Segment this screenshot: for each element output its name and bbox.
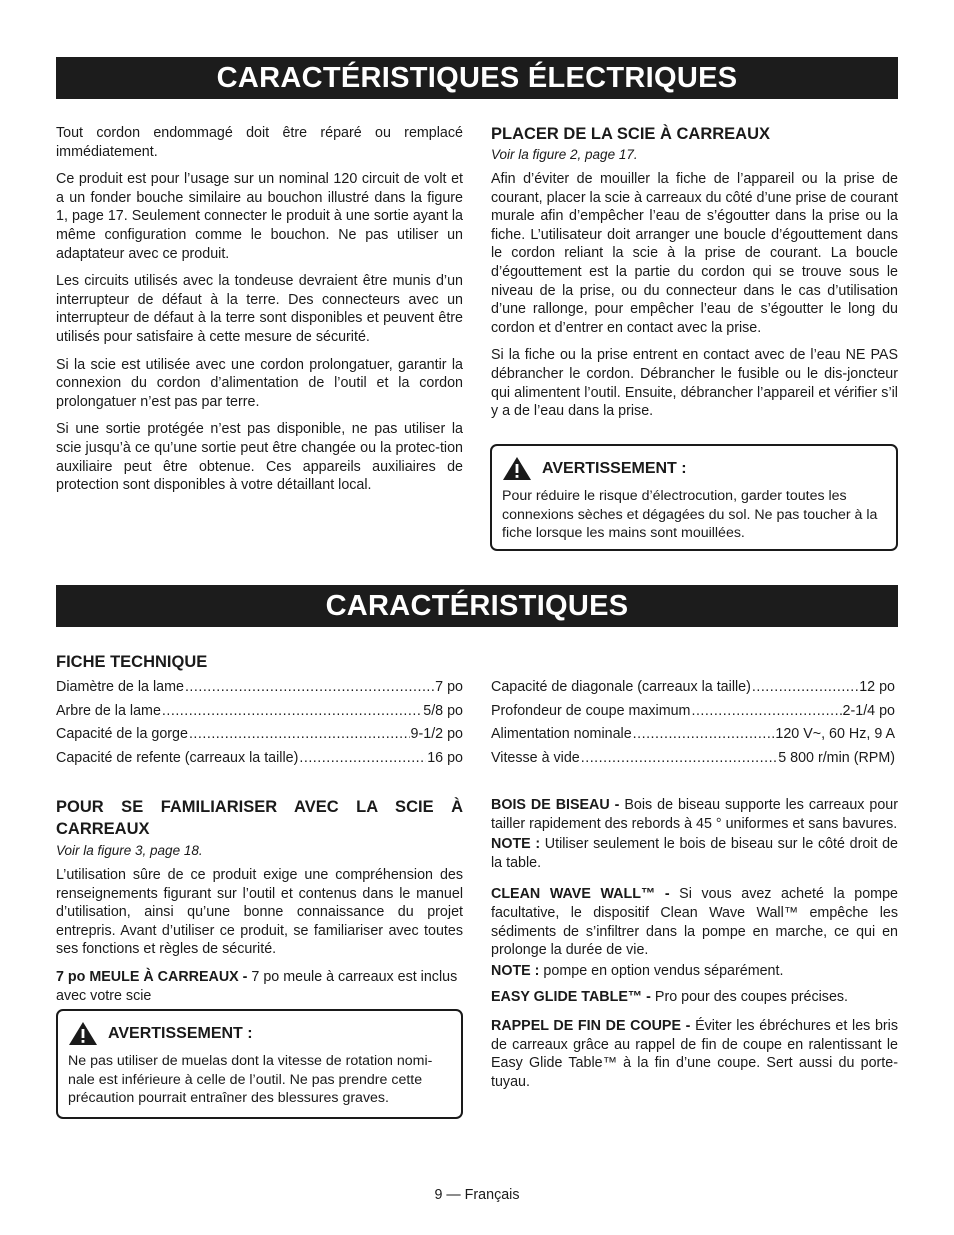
leader-dots [752, 678, 858, 696]
features-right-column [491, 796, 898, 1100]
leader-dots [691, 702, 841, 720]
warning-title [68, 1021, 451, 1046]
spec-value: 5 800 r/min (RPM) [778, 749, 895, 766]
spec-row [56, 725, 463, 749]
warning-box-blade-speed [56, 1009, 463, 1119]
feature-easy-glide-text: Pro pour des coupes précises. [650, 989, 849, 1006]
warning-title [502, 456, 886, 481]
electrical-right-column [491, 125, 898, 430]
spec-row [491, 702, 895, 726]
spec-value: 9-1/2 po [410, 726, 463, 742]
specs-right-column [491, 678, 895, 772]
spec-label: Diamètre de la lame [56, 679, 184, 695]
note-text: pompe en option vendus séparément. [539, 962, 784, 979]
familiarize-column [56, 796, 463, 1014]
spec-label: Arbre de la lame [56, 702, 161, 719]
paragraph: Si la scie est utilisée avec une cordon prolongatuer, garantir la connexion du cordon d’alimentation de l’outil et la cordon prolongatuer n’est pas par terre. [56, 356, 463, 410]
paragraph: Afin d’éviter de mouiller la fiche de l’appareil ou la prise de courant, placer la scie à carreaux du côté d’une prise de courant murale afin d’empêcher l’eau de s’égoutter dans la prise ou la fiche. L’utilisateur doit arranger une boucle d’égouttement dans le cordon reliant la scie à la prise de courant. La boucle d’égouttement est la partie du cordon qui se trouve sous le niveau de la prise, ou du connecteur dans le cas d’utilisation d’une rallonge, pour empêcher l’eau de s’égoutter le long du cordon et d’entrer en contact avec la prise. [491, 171, 898, 336]
spec-label: Capacité de diagonale (carreaux la taille) [491, 679, 751, 695]
spec-row [491, 749, 895, 773]
page-number: 9 — Français [434, 1187, 520, 1203]
section-banner-features [56, 585, 898, 627]
spec-row [56, 702, 463, 726]
feature-blade [56, 968, 463, 1005]
electrical-left-column [56, 124, 463, 504]
feature-clean-wave-lead: CLEAN WAVE WALL™ - [491, 886, 670, 903]
feature-easy-glide [491, 988, 898, 1007]
leader-dots [162, 702, 422, 720]
section-heading: PLACER DE LA SCIE À CARREAUX [491, 125, 770, 143]
note-text: Utiliser seulement le bois de biseau sur le côté droit de la table. [491, 836, 898, 871]
warning-box-electrocution [490, 444, 898, 551]
leader-dots [189, 725, 410, 743]
spec-value: 12 po [859, 679, 895, 695]
note-lead: NOTE : [491, 836, 541, 853]
paragraph: Tout cordon endommagé doit être réparé ou remplacé immédiatement. [56, 125, 463, 160]
note-lead: NOTE : [491, 962, 540, 979]
spec-label: Profondeur de coupe maximum [491, 702, 691, 719]
feature-bevel-lead: BOIS DE BISEAU - [491, 797, 620, 813]
paragraph: Ce produit est pour l’usage sur un nominal 120 circuit de volt et a un fonder bouche similaire au bouchon illustré dans la figure 1, page 17. Seulement connecter le produit à une sortie ayant la même configuration comme le bouchon. Ne pas utiliser un adaptateur avec ce produit. [56, 171, 463, 262]
warning-title-text: AVERTISSEMENT : [108, 1024, 253, 1042]
spec-label: Capacité de refente (carreaux la taille) [56, 749, 299, 766]
figure-reference: Voir la figure 2, page 17. [491, 147, 638, 162]
spec-value: 7 po [435, 679, 463, 695]
spec-row [491, 725, 895, 749]
leader-dots [299, 749, 426, 767]
feature-clean-wave-text: Si vous avez acheté la pompe facultative, le dispositif Clean Wave Wall™ empêche les sédiments de s’infiltrer dans la pompe en marche, ce qui en prolonge la durée de vie. [491, 886, 898, 959]
section-title-features: CARACTÉRISTIQUES [325, 590, 629, 622]
spec-label: Vitesse à vide [491, 749, 580, 766]
feature-end-stop-lead: RAPPEL DE FIN DE COUPE - [491, 1017, 691, 1034]
leader-dots [581, 749, 777, 767]
feature-clean-wave [491, 885, 898, 959]
warning-text: Pour réduire le risque d’électrocution, garder toutes les connexions sèches et dégagées du sol. Ne pas toucher à la fiche lorsque les mains sont mouillées. [502, 488, 878, 542]
feature-blade-lead: 7 po MEULE À CARREAUX - [56, 968, 248, 985]
warning-triangle-icon [502, 456, 532, 481]
spec-label: Alimentation nominale [491, 726, 632, 742]
paragraph: L’utilisation sûre de ce produit exige une compréhension des renseignements figurant sur l’outil et contenus dans le manuel d’utilisation, ainsi qu’une bonne connaissance du projet entrepris. Avant d’utiliser ce produit, se familiariser avec toutes ses fonctions et règles de sécurité. [56, 867, 463, 958]
warning-title-text: AVERTISSEMENT : [542, 459, 687, 477]
leader-dots [185, 678, 434, 696]
specs-left-column [56, 653, 463, 772]
spec-value: 5/8 po [423, 702, 463, 719]
paragraph: Les circuits utilisés avec la tondeuse devraient être munis d’un interrupteur de défaut à la terre. Des connecteurs avec un interrupteur de défaut à la terre sont disponibles et peuvent être utilisés pour satisfaire à cette mesure de sécurité. [56, 273, 463, 345]
warning-text: Ne pas utiliser de muelas dont la vitesse de rotation nomi-nale est inférieure à celle de l’outil. Ne pas prendre cette précaution pourrait entraîner des blessures graves. [68, 1053, 433, 1107]
figure-reference: Voir la figure 3, page 18. [56, 843, 203, 858]
section-title-electrical: CARACTÉRISTIQUES ÉLECTRIQUES [216, 62, 738, 94]
leader-dots [633, 725, 775, 743]
warning-triangle-icon [68, 1021, 98, 1046]
spec-value: 120 V~, 60 Hz, 9 A [775, 726, 895, 742]
feature-easy-glide-lead: EASY GLIDE TABLE™ - [491, 989, 651, 1006]
note-pump [491, 962, 898, 981]
familiarize-heading: POUR SE FAMILIARISER AVEC LA SCIE À CARREAUX [56, 798, 463, 838]
note-bevel [491, 835, 898, 872]
spec-row [56, 749, 463, 773]
specs-heading: FICHE TECHNIQUE [56, 653, 208, 671]
feature-bevel-text: Bois de biseau supporte les carreaux pour tailler rapidement des rebords à 45 ° uniformes et sans bavures. [491, 797, 898, 832]
feature-end-stop [491, 1017, 898, 1091]
feature-bevel [491, 796, 898, 833]
paragraph: Si une sortie protégée n’est pas disponible, ne pas utiliser la scie jusqu’à ce qu’une sortie peut être changée ou la protec-tion auxiliaire peut être obtenue. Ces appareils auxiliaires de protection sont disponibles à votre détaillant local. [56, 421, 463, 494]
paragraph: Si la fiche ou la prise entrent en contact avec de l’eau NE PAS débrancher le cordon. Débrancher le fusible ou le dis-joncteur qui alimentent l’outil. Ensuite, débrancher l’appareil et vérifier s’il y a de l’eau dans la prise. [491, 347, 898, 420]
spec-row [56, 678, 463, 702]
spec-value: 16 po [427, 749, 463, 766]
section-banner-electrical [56, 57, 898, 99]
spec-row [491, 678, 895, 702]
feature-blade-text: 7 po meule à carreaux est inclus avec votre scie [56, 968, 458, 1004]
spec-label: Capacité de la gorge [56, 726, 188, 742]
spec-value: 2-1/4 po [842, 702, 895, 719]
page-footer [0, 1187, 954, 1203]
feature-end-stop-text: Éviter les ébréchures et les bris de carreaux grâce au rappel de fin de coupe en ralentissant le Easy Glide Table™ à la fin d’une coupe. Sert aussi du porte-tuyau. [491, 1017, 898, 1090]
